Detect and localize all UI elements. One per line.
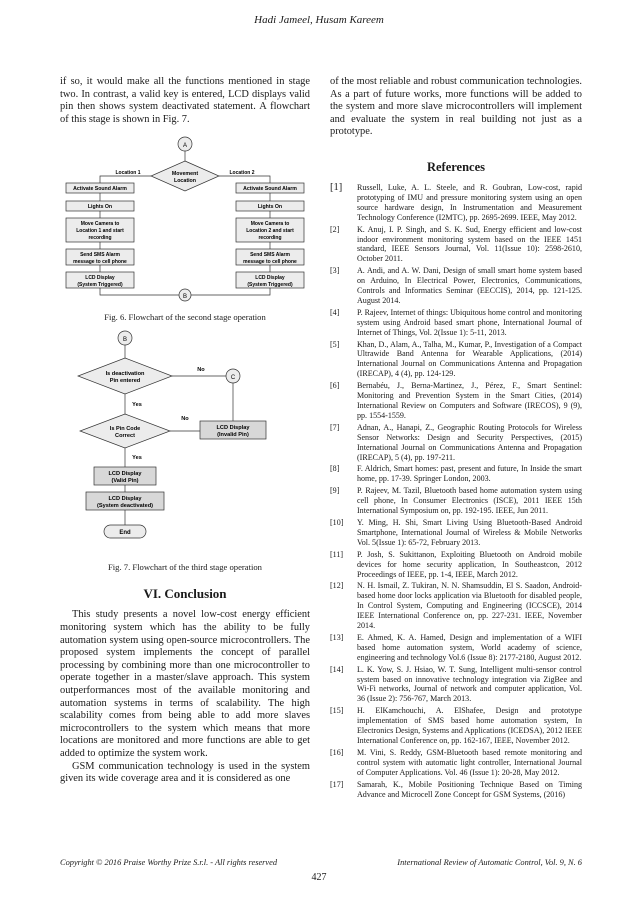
svg-text:Lights On: Lights On bbox=[87, 204, 113, 211]
svg-text:Is Pin Code: Is Pin Code bbox=[109, 426, 141, 433]
svg-text:(System deactivated): (System deactivated) bbox=[97, 503, 153, 510]
reference-item bbox=[330, 486, 582, 516]
conclusion-paragraph-1: This study presents a novel low-cost energy efficient monitoring system which has the ability to be fully automation system using open-source microcontrollers. The proposed system implements the concept of parallel processing by combining more than one microcontroller to operate together in a master/slave approach. This system outperformances most of the available monitoring and automation systems in terms of scalability. The high scalability comes from being able to add more slaves microcontrollers to the system which means that more locations are monitored and more functions are able to get added to optimize the system work. bbox=[60, 609, 310, 759]
reference-item bbox=[330, 780, 582, 800]
reference-text: H. ElKamchouchi, A. ElShafee, Design and prototype implementation of SMS based home automation system, In Electronics Design, Systems and Applications (ICEDSA), 2012 IEEE International Conference on, pp. 162-167, IEEE, November 2012. bbox=[357, 706, 582, 745]
fig7-label-yes2: Yes bbox=[132, 455, 142, 462]
svg-text:Move Camera to: Move Camera to bbox=[80, 221, 120, 228]
svg-text:recording: recording bbox=[258, 235, 282, 242]
reference-text: Khan, D., Alam, A., Talha, M., Kumar, P., Investigation of a Compact Ultrawide Band Antenna for Wearable Applications, (2014) International Journal on Communications Antenna and Propagation (IRECAP), 4 (4), pp. 124-129. bbox=[357, 339, 582, 379]
continuation-paragraph: of the most reliable and robust communication technologies. As a part of future works, more functions will be added to the system and more slave microcontrollers will implement and evaluate the system in real building not just as a prototype. bbox=[330, 76, 582, 138]
reference-item bbox=[330, 665, 582, 705]
svg-text:End: End bbox=[119, 530, 131, 537]
reference-number: [12] bbox=[330, 581, 344, 591]
intro-paragraph: if so, it would make all the functions mentioned in stage two. In contrast, a valid key is entered, LCD displays valid pin then shows system deactivated statement. A flowchart of this stage is shown in Fig. 7. bbox=[60, 76, 310, 125]
reference-item bbox=[330, 340, 582, 380]
reference-text: F. Aldrich, Smart homes: past, present and future, In Inside the smart home, pp. 17-39. Springer London, 2003. bbox=[357, 464, 582, 484]
svg-text:recording: recording bbox=[88, 235, 112, 242]
reference-number: [16] bbox=[330, 747, 344, 757]
reference-item bbox=[330, 423, 582, 463]
svg-text:LCD Display: LCD Display bbox=[108, 471, 142, 478]
fig6-right-lcd bbox=[236, 272, 304, 288]
fig6-label-location2: Location 2 bbox=[229, 170, 255, 177]
svg-text:A: A bbox=[182, 143, 188, 150]
fig6-right-sms bbox=[236, 249, 304, 265]
figure-7-flowchart bbox=[60, 328, 310, 546]
fig6-edge bbox=[100, 288, 179, 295]
reference-text: Samarah, K., Mobile Positioning Technique Based on Timing Advance and Microcell Zone Concept for GSM Systems, (2016) bbox=[357, 779, 582, 799]
svg-text:Send SMS Alarm: Send SMS Alarm bbox=[80, 252, 120, 259]
reference-text: N. H. Ismail, Z. Tukiran, N. N. Shamsuddin, El S. Saadon, Android-based home door locks application via Bluetooth for disabled people, In Control System, Computing and Engineering (ICCSCE), 2014 IEEE International Conference on, pp. 227-231. IEEE, November 2014. bbox=[357, 581, 582, 631]
reference-text: L. K. Yow, S. J. Hsiao, W. T. Sung, Intelligent multi-sensor control system based on innovative technology integration via ZigBee and Wi-Fi networks, Journal of network and computer application, Vol. 36 (Issue 2): 756-767, March 2013. bbox=[357, 664, 582, 704]
fig6-connector-a bbox=[178, 137, 192, 151]
fig6-right-camera bbox=[236, 218, 304, 242]
reference-item bbox=[330, 464, 582, 484]
svg-text:Lights On: Lights On bbox=[257, 204, 283, 211]
fig7-decision-pin-correct bbox=[80, 414, 170, 448]
svg-text:Location 1 and start: Location 1 and start bbox=[76, 228, 124, 235]
reference-item bbox=[330, 308, 582, 338]
reference-text: P. Rajeev, Internet of things: Ubiquitous home control and monitoring system using Android based smart phone, International Journal of Internet of Things, Vol. 2(Issue 1): 5-11, 2013. bbox=[357, 307, 582, 337]
footer-journal: International Review of Automatic Control, Vol. 9, N. 6 bbox=[397, 858, 582, 867]
svg-text:Send SMS Alarm: Send SMS Alarm bbox=[250, 252, 290, 259]
reference-text: P. Rajeev, M. Tazil, Bluetooth based home automation system using cell phone, In Consumer Electronics (ISCE), 2011 IEEE 15th International Symposium on, pp. 192-195. IEEE, Jun 2011. bbox=[357, 486, 582, 516]
fig7-connector-b bbox=[118, 331, 132, 345]
svg-text:Move Camera to: Move Camera to bbox=[250, 221, 290, 228]
fig7-label-yes1: Yes bbox=[132, 402, 142, 409]
reference-text: Bernabéu, J., Berna-Martinez, J., Pérez, F., Smart Sentinel: Monitoring and Prevention System in the Smart Cities, (2014) International Review on Computers and Software (IRECOS), 9 (9), pp. 1554-1559. bbox=[357, 381, 582, 420]
svg-text:Is deactivation: Is deactivation bbox=[105, 371, 145, 378]
fig7-lcd-deactivated bbox=[86, 492, 164, 510]
figure-7-caption: Fig. 7. Flowchart of the third stage operation bbox=[108, 562, 262, 573]
fig6-edge-loc2 bbox=[219, 176, 270, 183]
svg-text:Correct: Correct bbox=[115, 433, 135, 440]
reference-item bbox=[330, 550, 582, 580]
reference-item bbox=[330, 225, 582, 265]
svg-text:Location: Location bbox=[173, 178, 197, 185]
references-list bbox=[330, 183, 582, 799]
reference-text: E. Ahmed, K. A. Hamed, Design and implementation of a WIFI based home automation system, World academy of science, engineering and technology Vol.6 (Issue 8): 2177-2180, August 2012. bbox=[357, 632, 582, 662]
svg-text:Pin entered: Pin entered bbox=[109, 378, 141, 385]
figure-6-caption: Fig. 6. Flowchart of the second stage operation bbox=[104, 312, 266, 323]
svg-text:LCD Display: LCD Display bbox=[85, 275, 115, 282]
reference-item bbox=[330, 706, 582, 746]
fig7-label-no2: No bbox=[181, 416, 189, 423]
fig7-decision-pin-entered bbox=[78, 358, 172, 394]
svg-text:LCD Display: LCD Display bbox=[108, 496, 142, 503]
left-column bbox=[60, 76, 310, 786]
fig7-end-terminal bbox=[104, 525, 146, 538]
svg-text:(Invalid Pin): (Invalid Pin) bbox=[217, 432, 249, 439]
svg-text:LCD Display: LCD Display bbox=[216, 425, 250, 432]
fig6-right-lights bbox=[236, 201, 304, 211]
svg-text:Activate Sound Alarm: Activate Sound Alarm bbox=[243, 186, 297, 193]
reference-item bbox=[330, 381, 582, 421]
section-title-conclusion: VI. Conclusion bbox=[143, 586, 227, 602]
running-header: Hadi Jameel, Husam Kareem bbox=[254, 14, 384, 26]
fig6-label-location1: Location 1 bbox=[115, 170, 141, 177]
footer-copyright: Copyright © 2016 Praise Worthy Prize S.r.l. - All rights reserved bbox=[60, 858, 278, 867]
reference-text: Adnan, A., Hanapi, Z., Geographic Routing Protocols for Wireless Sensor Networks: Design and Security Perspectives, (2015) International Journal on Communications Antenna and Propagation (IRECAP), 5 (4), pp. 197-211. bbox=[357, 422, 582, 462]
reference-item bbox=[330, 518, 582, 548]
references-heading: References bbox=[426, 159, 486, 174]
fig6-decision-movement bbox=[151, 161, 219, 191]
svg-text:B: B bbox=[122, 337, 128, 344]
reference-number: [14] bbox=[330, 664, 344, 674]
reference-item bbox=[330, 748, 582, 778]
reference-number: [5] bbox=[330, 339, 340, 349]
svg-text:(Valid Pin): (Valid Pin) bbox=[111, 478, 139, 485]
right-column bbox=[330, 76, 582, 801]
page-number: 427 bbox=[311, 872, 327, 883]
reference-number: [15] bbox=[330, 706, 344, 716]
svg-text:(System Triggered): (System Triggered) bbox=[77, 282, 123, 289]
reference-number: [13] bbox=[330, 632, 344, 642]
figure-6-flowchart bbox=[60, 135, 310, 305]
reference-number: [1] bbox=[330, 181, 343, 193]
reference-number: [3] bbox=[330, 266, 340, 276]
reference-number: [2] bbox=[330, 224, 340, 234]
fig6-right-alarm bbox=[236, 183, 304, 193]
svg-text:(System Triggered): (System Triggered) bbox=[247, 282, 293, 289]
svg-text:Activate Sound Alarm: Activate Sound Alarm bbox=[73, 186, 127, 193]
reference-number: [8] bbox=[330, 464, 340, 474]
reference-number: [9] bbox=[330, 486, 340, 496]
fig6-edge bbox=[191, 288, 270, 295]
fig6-edge-loc1 bbox=[100, 176, 151, 183]
fig7-label-no1: No bbox=[197, 367, 205, 374]
reference-number: [7] bbox=[330, 422, 340, 432]
svg-text:Location 2 and start: Location 2 and start bbox=[246, 228, 294, 235]
reference-item bbox=[330, 633, 582, 663]
svg-text:Movement: Movement bbox=[171, 171, 199, 178]
svg-text:message to cell phone: message to cell phone bbox=[243, 259, 297, 266]
reference-text: Y. Ming, H. Shi, Smart Living Using Bluetooth-Based Android Smartphone, International Journal of Wireless & Mobile Networks Vol. 5(Issue 1): 65-72, February 2013. bbox=[357, 517, 582, 547]
reference-text: K. Anuj, I. P. Singh, and S. K. Sud, Energy efficient and low-cost indoor environment monitoring system based on the IEEE 1451 standard, IEEE Sensors Journal, Vol. 11(Issue 10): 2598-2610, October 2011. bbox=[357, 224, 582, 264]
reference-item bbox=[330, 183, 582, 223]
reference-text: A. Andi, and A. W. Dani, Design of small smart home system based on Arduino, In Electrical Power, Electronics, Communications, Controls and Informatics Seminar (EECCIS), 2014, pp. 121-125. August 2014. bbox=[357, 266, 582, 305]
reference-number: [6] bbox=[330, 381, 340, 391]
reference-item bbox=[330, 581, 582, 631]
fig6-left-sms bbox=[66, 249, 134, 265]
reference-number: [4] bbox=[330, 307, 340, 317]
fig7-lcd-valid bbox=[94, 467, 156, 485]
fig6-connector-b bbox=[179, 289, 191, 301]
fig7-lcd-invalid bbox=[200, 421, 266, 439]
svg-text:B: B bbox=[182, 294, 188, 301]
reference-number: [10] bbox=[330, 517, 344, 527]
fig6-left-lcd bbox=[66, 272, 134, 288]
fig6-left-lights bbox=[66, 201, 134, 211]
reference-text: P. Josh, S. Sukittanon, Exploiting Bluetooth on Android mobile devices for home security application, In Southeastcon, 2012 Proceedings of IEEE, pp. 1-4, IEEE, March 2012. bbox=[357, 549, 582, 579]
reference-number: [17] bbox=[330, 779, 344, 789]
reference-text: Russell, Luke, A. L. Steele, and R. Goubran, Low-cost, rapid prototyping of IMU and pressure monitoring system using an open source hardware design, In Instrumentation and Measurement Technology Conference (I2MTC), pp. 2695-2699. IEEE, May 2012. bbox=[357, 182, 582, 222]
conclusion-paragraph-2: GSM communication technology is used in the system given its wide coverage area and it is considered as one bbox=[60, 760, 310, 785]
svg-text:LCD Display: LCD Display bbox=[255, 275, 285, 282]
svg-text:message to cell phone: message to cell phone bbox=[73, 259, 127, 266]
svg-text:C: C bbox=[230, 375, 236, 382]
fig6-left-camera bbox=[66, 218, 134, 242]
reference-item bbox=[330, 266, 582, 306]
fig6-left-alarm bbox=[66, 183, 134, 193]
reference-number: [11] bbox=[330, 549, 344, 559]
fig7-connector-c bbox=[226, 369, 240, 383]
reference-text: M. Vini, S. Reddy, GSM-Bluetooth based remote monitoring and control system with automatic light controller, International Journal of Computer Applications. Vol. 46 (Issue 1): 20-28, May 2012. bbox=[357, 747, 582, 777]
